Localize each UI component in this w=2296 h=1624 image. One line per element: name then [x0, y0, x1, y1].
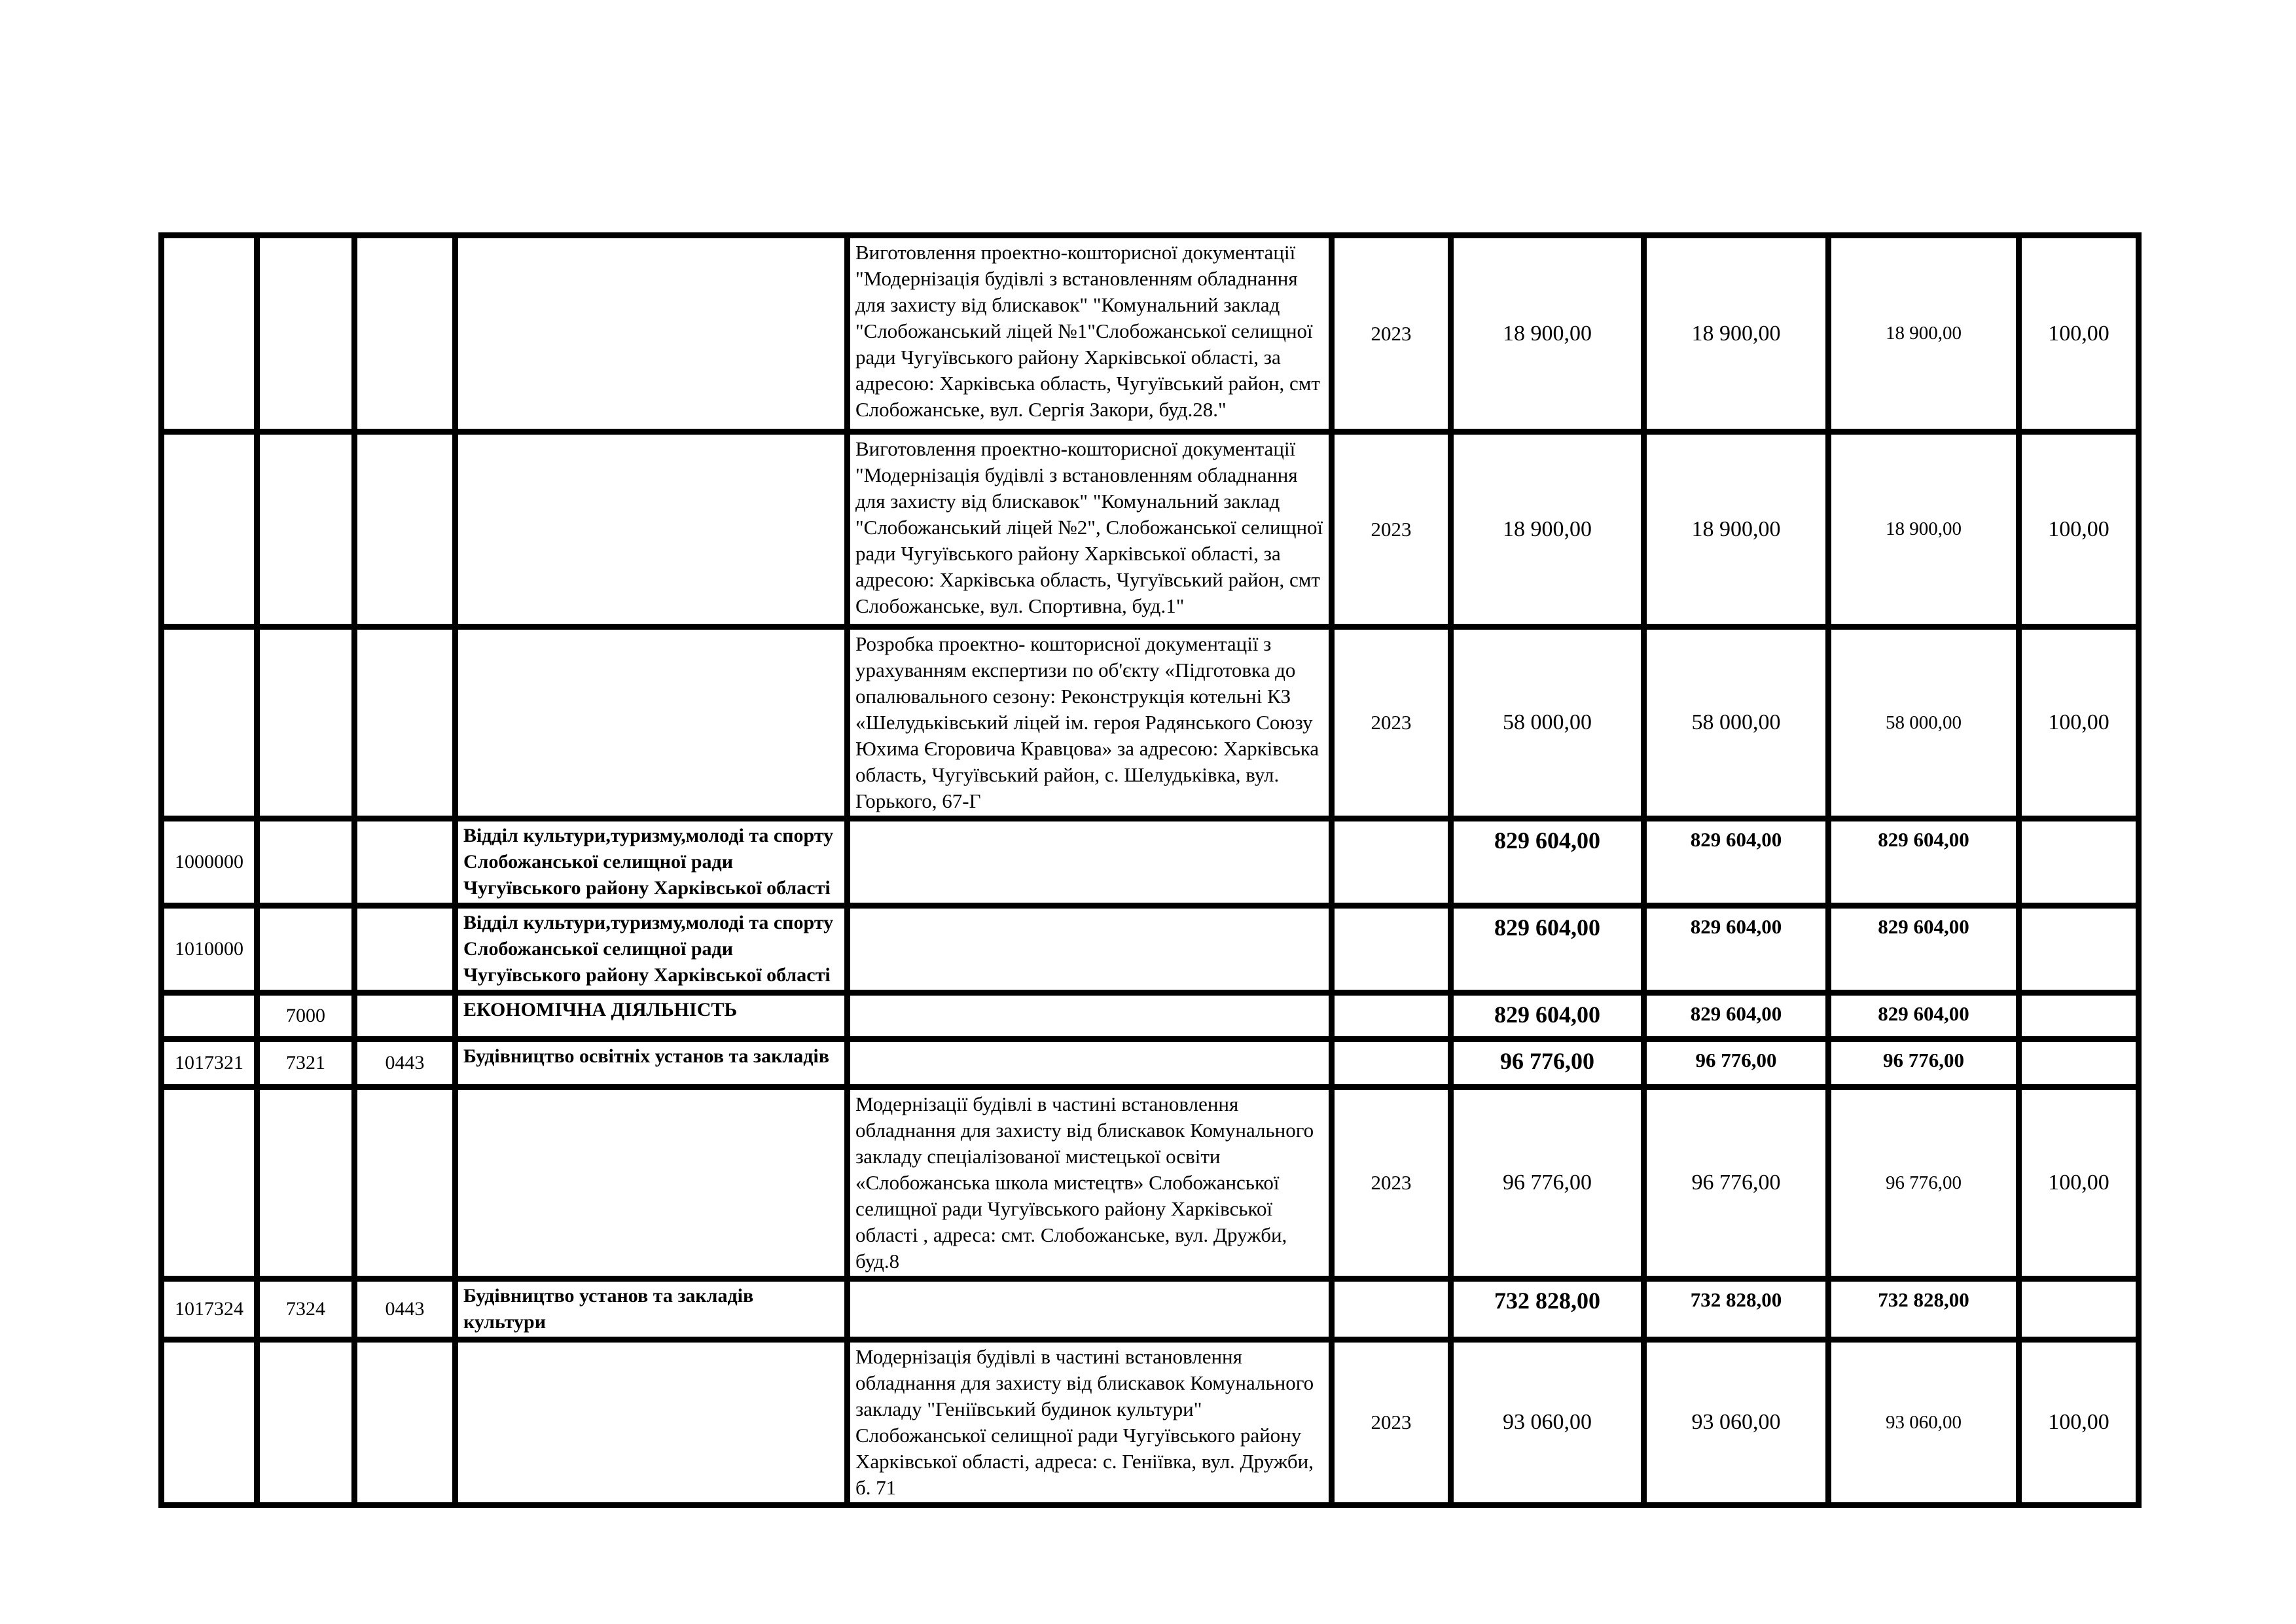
- budget-table: [158, 232, 2142, 1508]
- cell-code2: 7000: [257, 993, 355, 1039]
- cell-year: 2023: [1332, 1340, 1451, 1506]
- cell-amt2: 18 900,00: [1644, 236, 1829, 432]
- cell-name: [456, 1340, 848, 1506]
- cell-amt2: 58 000,00: [1644, 627, 1829, 819]
- cell-code3: [355, 906, 456, 993]
- table-row: [162, 906, 2139, 993]
- cell-code2: [257, 236, 355, 432]
- cell-amt2: 829 604,00: [1644, 906, 1829, 993]
- cell-amt2: 96 776,00: [1644, 1039, 1829, 1087]
- cell-code3: [355, 1340, 456, 1506]
- cell-code2: [257, 627, 355, 819]
- cell-pct: 100,00: [2019, 1340, 2139, 1506]
- cell-code2: [257, 432, 355, 627]
- cell-desc: [848, 1039, 1332, 1087]
- cell-amt2: 829 604,00: [1644, 819, 1829, 906]
- cell-amt1: 96 776,00: [1451, 1039, 1644, 1087]
- cell-code1: [162, 993, 257, 1039]
- cell-amt3: 58 000,00: [1829, 627, 2019, 819]
- cell-amt1: 96 776,00: [1451, 1087, 1644, 1279]
- cell-code2: 7321: [257, 1039, 355, 1087]
- cell-amt3: 93 060,00: [1829, 1340, 2019, 1506]
- cell-amt1: 829 604,00: [1451, 906, 1644, 993]
- table-row: [162, 236, 2139, 432]
- cell-code2: [257, 819, 355, 906]
- cell-amt3: 96 776,00: [1829, 1087, 2019, 1279]
- cell-year: 2023: [1332, 1087, 1451, 1279]
- cell-amt2: 732 828,00: [1644, 1279, 1829, 1340]
- cell-name: [456, 1087, 848, 1279]
- cell-name: [456, 627, 848, 819]
- cell-desc: Модернізації будівлі в частині встановлення обладнання для захисту від блискавок Комунального закладу спеціалізованої мистецької освіти «Слобожанська школа мистецтв» Слобожанської селищної ради Чугуївського району Харківської області , адреса: смт. Слобожанське, вул. Дружби, буд.8: [848, 1087, 1332, 1279]
- cell-code3: [355, 236, 456, 432]
- cell-name: Будівництво освітніх установ та закладів: [456, 1039, 848, 1087]
- cell-desc: Розробка проектно- кошторисної документації з урахуванням експертизи по об'єкту «Підготовка до опалювального сезону: Реконструкція котельні КЗ «Шелудьківський ліцей ім. героя Радянського Союзу Юхима Єгоровича Кравцова» за адресою: Харківська область, Чугуївський район, с. Шелудьківка, вул. Горького, 67-Г: [848, 627, 1332, 819]
- cell-code1: 1000000: [162, 819, 257, 906]
- cell-code1: 1017321: [162, 1039, 257, 1087]
- cell-code2: [257, 906, 355, 993]
- cell-amt1: 18 900,00: [1451, 432, 1644, 627]
- cell-name: ЕКОНОМІЧНА ДІЯЛЬНІСТЬ: [456, 993, 848, 1039]
- cell-pct: [2019, 819, 2139, 906]
- cell-amt2: 829 604,00: [1644, 993, 1829, 1039]
- cell-desc: [848, 993, 1332, 1039]
- cell-code3: 0443: [355, 1039, 456, 1087]
- cell-year: [1332, 819, 1451, 906]
- cell-amt1: 829 604,00: [1451, 993, 1644, 1039]
- cell-code1: 1017324: [162, 1279, 257, 1340]
- cell-amt1: 93 060,00: [1451, 1340, 1644, 1506]
- cell-amt3: 732 828,00: [1829, 1279, 2019, 1340]
- cell-pct: 100,00: [2019, 236, 2139, 432]
- cell-year: 2023: [1332, 236, 1451, 432]
- cell-code3: 0443: [355, 1279, 456, 1340]
- cell-code1: [162, 1340, 257, 1506]
- table-row: [162, 1340, 2139, 1506]
- cell-code1: [162, 627, 257, 819]
- cell-pct: [2019, 1039, 2139, 1087]
- cell-desc: [848, 819, 1332, 906]
- cell-amt3: 18 900,00: [1829, 432, 2019, 627]
- cell-amt1: 829 604,00: [1451, 819, 1644, 906]
- cell-pct: [2019, 1279, 2139, 1340]
- cell-code3: [355, 993, 456, 1039]
- cell-pct: [2019, 993, 2139, 1039]
- cell-desc: Виготовлення проектно-кошторисної документації "Модернізація будівлі з встановленням обладнання для захисту від блискавок" "Комунальний заклад "Слобожанський ліцей №1"Слобожанської селищної ради Чугуївського району Харківської області, за адресою: Харківська область, Чугуївський район, смт Слобожанське, вул. Сергія Закори, буд.28.": [848, 236, 1332, 432]
- table-row: [162, 432, 2139, 627]
- cell-amt1: 732 828,00: [1451, 1279, 1644, 1340]
- cell-code2: [257, 1340, 355, 1506]
- table-row: [162, 819, 2139, 906]
- cell-desc: [848, 1279, 1332, 1340]
- cell-desc: Модернізація будівлі в частині встановлення обладнання для захисту від блискавок Комунального закладу "Геніївський будинок культури" Слобожанської селищної ради Чугуївського району Харківської області, адреса: с. Геніївка, вул. Дружби, б. 71: [848, 1340, 1332, 1506]
- budget-table-body: [162, 236, 2139, 1506]
- cell-name: Відділ культури,туризму,молоді та спорту Слобожанської селищної ради Чугуївського району Харківської області: [456, 906, 848, 993]
- cell-name: Будівництво установ та закладів культури: [456, 1279, 848, 1340]
- cell-amt2: 96 776,00: [1644, 1087, 1829, 1279]
- cell-pct: 100,00: [2019, 432, 2139, 627]
- cell-pct: [2019, 906, 2139, 993]
- cell-code2: [257, 1087, 355, 1279]
- cell-year: [1332, 1039, 1451, 1087]
- cell-code1: [162, 236, 257, 432]
- cell-code3: [355, 627, 456, 819]
- cell-amt3: 96 776,00: [1829, 1039, 2019, 1087]
- cell-year: [1332, 1279, 1451, 1340]
- table-row: [162, 1279, 2139, 1340]
- cell-pct: 100,00: [2019, 1087, 2139, 1279]
- cell-year: 2023: [1332, 627, 1451, 819]
- document-sheet: [158, 232, 2142, 1508]
- cell-amt1: 18 900,00: [1451, 236, 1644, 432]
- cell-name: Відділ культури,туризму,молоді та спорту Слобожанської селищної ради Чугуївського району Харківської області: [456, 819, 848, 906]
- cell-code1: [162, 1087, 257, 1279]
- cell-code3: [355, 432, 456, 627]
- cell-code3: [355, 1087, 456, 1279]
- cell-code1: [162, 432, 257, 627]
- cell-pct: 100,00: [2019, 627, 2139, 819]
- cell-amt3: 829 604,00: [1829, 906, 2019, 993]
- cell-name: [456, 236, 848, 432]
- cell-amt3: 829 604,00: [1829, 993, 2019, 1039]
- table-row: [162, 1039, 2139, 1087]
- table-row: [162, 1087, 2139, 1279]
- cell-year: [1332, 906, 1451, 993]
- cell-year: [1332, 993, 1451, 1039]
- table-row: [162, 993, 2139, 1039]
- cell-code2: 7324: [257, 1279, 355, 1340]
- cell-desc: Виготовлення проектно-кошторисної документації "Модернізація будівлі з встановленням обладнання для захисту від блискавок" "Комунальний заклад "Слобожанський ліцей №2", Слобожанської селищної ради Чугуївського району Харківської області, за адресою: Харківська область, Чугуївський район, смт Слобожанське, вул. Спортивна, буд.1": [848, 432, 1332, 627]
- cell-desc: [848, 906, 1332, 993]
- cell-year: 2023: [1332, 432, 1451, 627]
- cell-code1: 1010000: [162, 906, 257, 993]
- cell-amt3: 18 900,00: [1829, 236, 2019, 432]
- cell-amt3: 829 604,00: [1829, 819, 2019, 906]
- cell-amt2: 93 060,00: [1644, 1340, 1829, 1506]
- cell-amt2: 18 900,00: [1644, 432, 1829, 627]
- cell-name: [456, 432, 848, 627]
- table-row: [162, 627, 2139, 819]
- cell-amt1: 58 000,00: [1451, 627, 1644, 819]
- cell-code3: [355, 819, 456, 906]
